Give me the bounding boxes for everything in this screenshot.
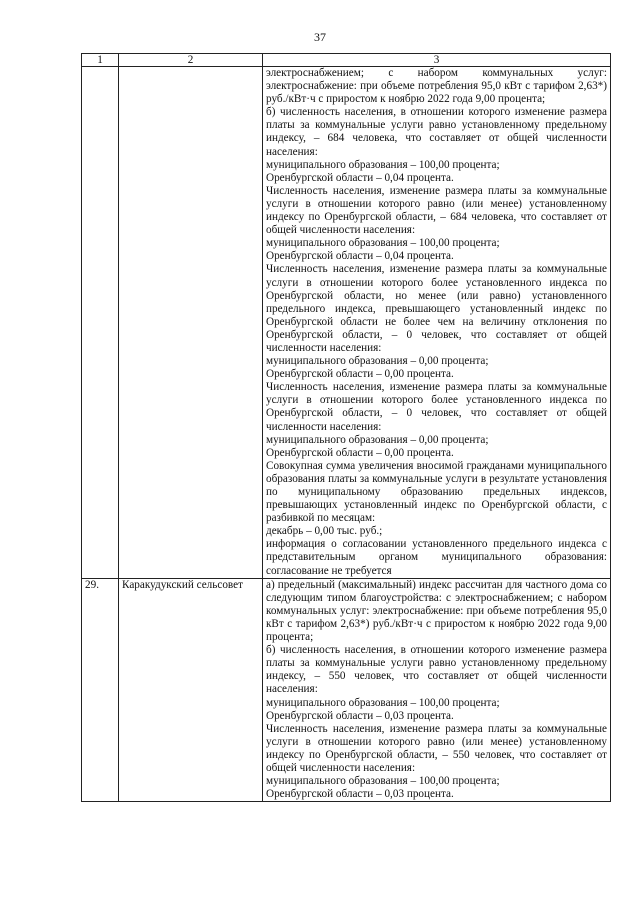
paragraph: Численность населения, изменение размера платы за коммунальные услуги в отношении которого равно (или менее) установленному индексу по Оренбургской области, – 684 человека, что составляет от общей численности населения:: [266, 184, 607, 237]
paragraph: муниципального образования – 0,00 процента;: [266, 355, 489, 368]
paragraph: Оренбургской области – 0,04 процента.: [266, 171, 454, 184]
paragraph: Численность населения, изменение размера платы за коммунальные услуги в отношении которого более установленного индекса по Оренбургской области, но менее (или равно) установленного предельного индекса, превышающего установленный индекс по Оренбургской области не более чем на величину отклонения по Оренбургской области, – 0 человек, что составляет от общей численности населения:: [266, 263, 607, 354]
page-number: 37: [314, 30, 326, 44]
paragraph: Оренбургской области – 0,00 процента.: [266, 368, 454, 381]
paragraph: муниципального образования – 100,00 процента;: [266, 775, 500, 788]
table-header-row: [82, 54, 611, 67]
paragraph: Оренбургской области – 0,03 процента.: [266, 709, 454, 722]
paragraph: декабрь – 0,00 тыс. руб.;: [266, 525, 383, 538]
paragraph: Оренбургской области – 0,04 процента.: [266, 250, 454, 263]
paragraph: Оренбургской области – 0,00 процента.: [266, 446, 454, 459]
paragraph: информация о согласовании установленного предельного индекса с представительным органом муниципального образования: согласование не требуется: [266, 538, 607, 577]
row-number: 29.: [82, 578, 119, 802]
paragraph: муниципального образования – 0,00 процента;: [266, 433, 489, 446]
municipality-name: [119, 67, 263, 579]
paragraph: б) численность населения, в отношении которого изменение размера платы за коммунальные услуги равно установленному предельному индексу, – 684 человека, что составляет от общей численности населения:: [266, 106, 607, 158]
row-number: [82, 67, 119, 579]
paragraph: Оренбургской области – 0,03 процента.: [266, 788, 454, 801]
paragraph: Численность населения, изменение размера платы за коммунальные услуги в отношении которого равно (или менее) установленному индексу по Оренбургской области, – 550 человек, что составляет от общей численности населения:: [266, 722, 607, 774]
row-description: [263, 578, 611, 802]
table-row: [82, 578, 611, 802]
column-header-name: 2: [119, 54, 263, 67]
paragraph: муниципального образования – 100,00 процента;: [266, 237, 500, 250]
column-header-description: 3: [263, 54, 611, 67]
municipality-name: Каракудукский сельсовет: [119, 578, 263, 802]
paragraph: муниципального образования – 100,00 процента;: [266, 158, 500, 171]
paragraph: электроснабжением; с набором коммунальных услуг: электроснабжение: при объеме потребления 95,0 кВт с тарифом 2,63*) руб./кВт·ч с приростом к ноябрю 2022 года 9,00 процента;: [266, 67, 607, 106]
column-header-number: 1: [82, 54, 119, 67]
table-row: [82, 67, 611, 579]
paragraph: Совокупная сумма увеличения вносимой гражданами муниципального образования платы за коммунальные услуги в результате установления по муниципальному образованию предельных индексов, превышающих установленный индекс по Оренбургской области, с разбивкой по месяцам:: [266, 459, 607, 525]
paragraph: а) предельный (максимальный) индекс рассчитан для частного дома со следующим типом благоустройства: с электроснабжением; с набором коммунальных услуг: электроснабжение: при объеме потребления 95,0 кВт с тарифом 2,63*) руб./кВт·ч с приростом к ноябрю 2022 года 9,00 процента;: [266, 578, 607, 644]
paragraph: муниципального образования – 100,00 процента;: [266, 696, 500, 709]
tariff-index-table: [81, 53, 611, 802]
paragraph: Численность населения, изменение размера платы за коммунальные услуги в отношении которого более установленного индекса по Оренбургской области, – 0 человек, что составляет от общей численности населения:: [266, 381, 607, 433]
row-description: [263, 67, 611, 579]
paragraph: б) численность населения, в отношении которого изменение размера платы за коммунальные услуги равно установленному предельному индексу, – 550 человек, что составляет от общей численности населения:: [266, 644, 607, 696]
